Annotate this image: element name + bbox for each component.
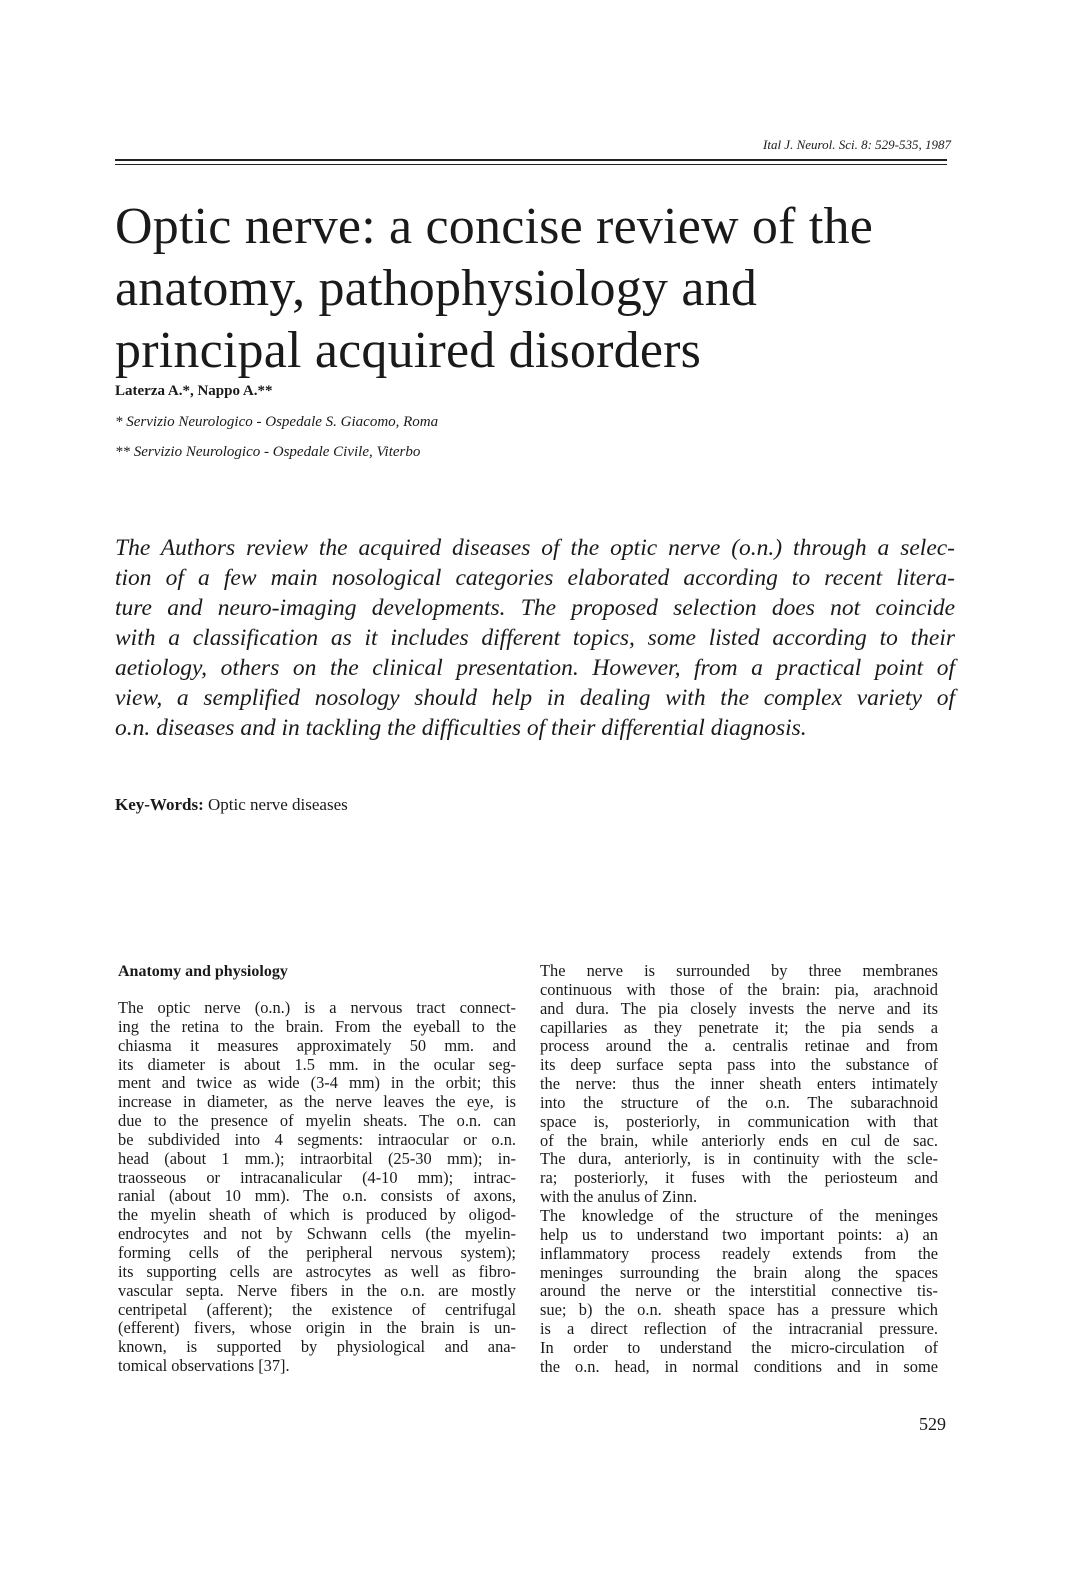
text-line: its supporting cells are astrocytes as well as fibro-: [118, 1261, 516, 1281]
text-line: increase in diameter, as the nerve leaves the eye, is: [118, 1092, 516, 1112]
text-line: process around the a. centralis retinae and from: [540, 1036, 938, 1056]
page-number: 529: [919, 1414, 946, 1434]
text-line: the myelin sheath of which is produced by oligod-: [118, 1205, 516, 1225]
keywords: [115, 795, 348, 815]
abstract-line: aetiology, others on the clinical presentation. However, from a practical point of: [115, 655, 955, 681]
article-title: [115, 196, 955, 382]
text-line: traosseous or intracanalicular (4-10 mm); intrac-: [118, 1167, 516, 1187]
abstract-line: ture and neuro-imaging developments. The proposed selection does not coincide: [115, 595, 955, 621]
text-line: into the structure of the o.n. The subarachnoid: [540, 1092, 938, 1112]
text-line: due to the presence of myelin sheats. The o.n. can: [118, 1111, 516, 1131]
title-line: Optic nerve: a concise review of the: [115, 198, 873, 255]
keywords-value: Optic nerve diseases: [203, 795, 348, 814]
text-line: the nerve: thus the inner sheath enters intimately: [540, 1074, 938, 1094]
text-line: space is, posteriorly, in communication with that: [540, 1111, 938, 1131]
text-line: (efferent) fivers, whose origin in the brain is un-: [118, 1318, 516, 1338]
text-line: be subdivided into 4 segments: intraocular or o.n.: [118, 1129, 516, 1149]
text-line: the o.n. head, in normal conditions and in some: [540, 1356, 938, 1376]
text-line: endrocytes and not by Schwann cells (the myelin-: [118, 1224, 516, 1244]
text-line: ment and twice as wide (3-4 mm) in the orbit; this: [118, 1073, 516, 1093]
text-line: chiasma it measures approximately 50 mm. and: [118, 1035, 516, 1055]
left-column: [118, 962, 516, 1376]
text-line: The optic nerve (o.n.) is a nervous tract connect-: [118, 998, 516, 1017]
text-line: its deep surface septa pass into the substance of: [540, 1055, 938, 1075]
author-list: Laterza A.*, Nappo A.**: [115, 383, 273, 399]
header-rule-thick: [115, 159, 947, 161]
right-column: [540, 962, 938, 1377]
text-line: capillaries as they penetrate it; the pia sends a: [540, 1017, 938, 1037]
text-line: its diameter is about 1.5 mm. in the ocular seg-: [118, 1054, 516, 1074]
text-line: is a direct reflection of the intracranial pressure.: [540, 1319, 938, 1339]
text-line: and dura. The pia closely invests the nerve and its: [540, 998, 938, 1018]
header-rule-thin: [115, 164, 947, 165]
section-heading: Anatomy and physiology: [118, 963, 288, 980]
abstract-line: tion of a few main nosological categories elaborated according to recent litera-: [115, 565, 955, 591]
affiliation-1: * Servizio Neurologico - Ospedale S. Giacomo, Roma: [115, 414, 439, 430]
text-line: forming cells of the peripheral nervous system);: [118, 1242, 516, 1262]
text-line: The nerve is surrounded by three membranes: [540, 961, 938, 980]
journal-reference: Ital J. Neurol. Sci. 8: 529-535, 1987: [763, 137, 951, 152]
abstract-line: view, a semplified nosology should help in dealing with the complex variety of: [115, 685, 955, 711]
abstract-line: o.n. diseases and in tackling the difficulties of their differential diagnosis.: [115, 715, 807, 741]
abstract: [115, 533, 955, 743]
text-line: ing the retina to the brain. From the eyeball to the: [118, 1016, 516, 1036]
text-line: ranial (about 10 mm). The o.n. consists of axons,: [118, 1186, 516, 1206]
text-line: head (about 1 mm.); intraorbital (25-30 mm); in-: [118, 1148, 516, 1168]
text-line: The knowledge of the structure of the meninges: [540, 1205, 938, 1225]
text-line: help us to understand two important points: a) an: [540, 1224, 938, 1244]
text-line: tomical observations [37].: [118, 1356, 290, 1376]
left-column-body: [118, 999, 516, 1376]
text-line: The dura, anteriorly, is in continuity with the scle-: [540, 1149, 938, 1169]
text-line: with the anulus of Zinn.: [540, 1187, 698, 1207]
text-line: inflammatory process readely extends from the: [540, 1243, 938, 1263]
text-line: around the nerve or the interstitial connective tis-: [540, 1281, 938, 1301]
abstract-line: The Authors review the acquired diseases of the optic nerve (o.n.) through a selec-: [115, 535, 955, 561]
text-line: vascular septa. Nerve fibers in the o.n. are mostly: [118, 1280, 516, 1300]
text-line: In order to understand the micro-circulation of: [540, 1337, 938, 1357]
text-line: sue; b) the o.n. sheath space has a pressure which: [540, 1300, 938, 1320]
text-line: centripetal (afferent); the existence of centrifugal: [118, 1299, 516, 1319]
affiliation-2: ** Servizio Neurologico - Ospedale Civile, Viterbo: [115, 444, 421, 460]
text-line: ra; posteriorly, it fuses with the periosteum and: [540, 1168, 938, 1188]
text-line: of the brain, while anteriorly ends en cul de sac.: [540, 1130, 938, 1150]
text-line: continuous with those of the brain: pia, arachnoid: [540, 979, 938, 999]
keywords-label: Key-Words:: [115, 795, 204, 814]
text-line: meninges surrounding the brain along the spaces: [540, 1262, 938, 1282]
abstract-line: with a classification as it includes different topics, some listed according to their: [115, 625, 955, 651]
title-line: principal acquired disorders: [115, 322, 702, 379]
title-line: anatomy, pathophysiology and: [115, 260, 758, 317]
text-line: known, is supported by physiological and ana-: [118, 1337, 516, 1357]
